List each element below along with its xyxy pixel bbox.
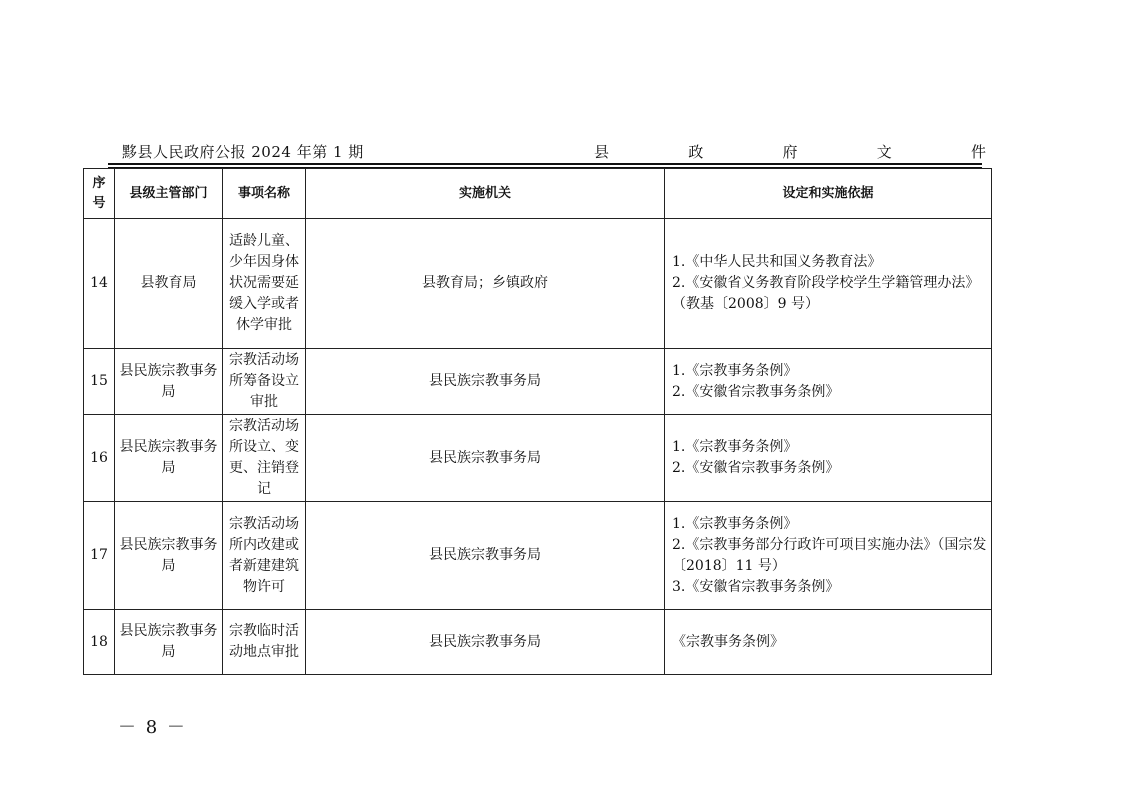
row-dept: 县民族宗教事务局 [115, 349, 223, 415]
row-dept: 县民族宗教事务局 [115, 415, 223, 502]
row-seq: 17 [84, 502, 115, 610]
column-header-item: 事项名称 [223, 169, 306, 219]
section-label-char: 文 [876, 143, 892, 161]
page-number: － 8 － [118, 717, 187, 738]
row-basis [665, 349, 992, 415]
row-agency: 县教育局；乡镇政府 [306, 219, 665, 349]
table-row [84, 610, 992, 675]
basis-entry: 1.《宗教事务条例》 [672, 439, 798, 455]
table-header-row [84, 169, 992, 219]
column-header-seq: 序 号 [84, 169, 115, 219]
row-item: 适龄儿童、少年因身体状况需要延缓入学或者休学审批 [223, 219, 306, 349]
row-basis [665, 219, 992, 349]
row-seq: 14 [84, 219, 115, 349]
row-agency: 县民族宗教事务局 [306, 502, 665, 610]
basis-entry: 2.《安徽省义务教育阶段学校学生学籍管理办法》（教基〔2008〕9 号） [672, 275, 980, 312]
row-agency: 县民族宗教事务局 [306, 415, 665, 502]
basis-entry: 2.《安徽省宗教事务条例》 [672, 460, 840, 476]
header-rule-thick [108, 163, 982, 165]
section-label [594, 141, 986, 162]
table-row [84, 502, 992, 610]
table-row [84, 349, 992, 415]
basis-entry: 《宗教事务条例》 [672, 633, 784, 650]
row-seq: 16 [84, 415, 115, 502]
approval-items-table [83, 168, 992, 675]
row-basis [665, 610, 992, 675]
row-agency: 县民族宗教事务局 [306, 349, 665, 415]
row-seq: 15 [84, 349, 115, 415]
row-dept: 县民族宗教事务局 [115, 610, 223, 675]
row-dept: 县教育局 [115, 219, 223, 349]
row-agency: 县民族宗教事务局 [306, 610, 665, 675]
basis-entry: 1.《中华人民共和国义务教育法》 [672, 254, 882, 270]
section-label-char: 政 [688, 143, 704, 161]
column-header-dept: 县级主管部门 [115, 169, 223, 219]
table-row [84, 219, 992, 349]
section-label-char: 府 [782, 143, 798, 161]
row-item: 宗教临时活动地点审批 [223, 610, 306, 675]
row-basis [665, 502, 992, 610]
basis-entry: 1.《宗教事务条例》 [672, 362, 798, 379]
column-header-basis: 设定和实施依据 [665, 169, 992, 219]
gazette-title: 黟县人民政府公报 2024 年第 1 期 [122, 143, 364, 161]
section-label-char: 县 [594, 143, 610, 161]
basis-entry: 2.《安徽省宗教事务条例》 [672, 383, 840, 400]
section-label-char: 件 [970, 143, 986, 161]
column-header-agency: 实施机关 [306, 169, 665, 219]
row-item: 宗教活动场所筹备设立审批 [223, 349, 306, 415]
basis-entry: 2.《宗教事务部分行政许可项目实施办法》（国宗发〔2018〕11 号） [672, 536, 987, 574]
basis-entry: 1.《宗教事务条例》 [672, 515, 798, 532]
row-item: 宗教活动场所设立、变更、注销登记 [223, 415, 306, 502]
row-item: 宗教活动场所内改建或者新建建筑物许可 [223, 502, 306, 610]
basis-entry: 3.《安徽省宗教事务条例》 [672, 578, 840, 595]
row-basis [665, 415, 992, 502]
table-row [84, 415, 992, 502]
row-dept: 县民族宗教事务局 [115, 502, 223, 610]
row-seq: 18 [84, 610, 115, 675]
